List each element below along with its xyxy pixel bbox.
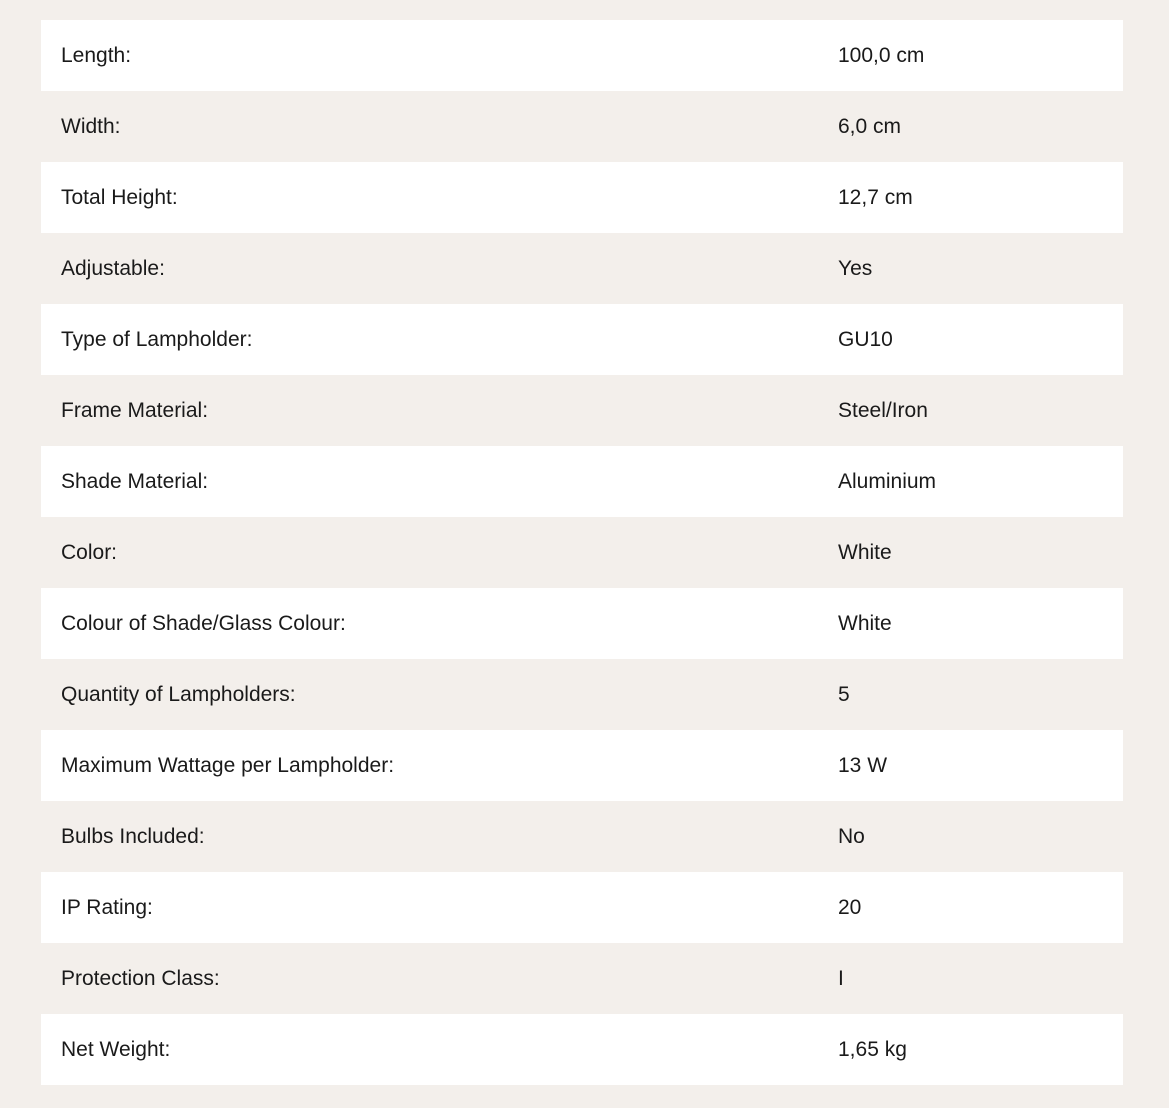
spec-value: Aluminium bbox=[838, 470, 937, 493]
spec-row-lampholder-quantity bbox=[41, 659, 1123, 730]
spec-value: 20 bbox=[838, 896, 862, 919]
spec-row-max-wattage bbox=[41, 730, 1123, 801]
spec-label: Width: bbox=[61, 115, 121, 138]
spec-row-net-weight bbox=[41, 1014, 1123, 1085]
spec-label: Quantity of Lampholders: bbox=[61, 683, 296, 706]
spec-label: Maximum Wattage per Lampholder: bbox=[61, 754, 395, 777]
spec-label: Protection Class: bbox=[61, 967, 220, 990]
spec-row-color bbox=[41, 517, 1123, 588]
spec-row-frame-material bbox=[41, 375, 1123, 446]
spec-table bbox=[41, 20, 1123, 1085]
spec-row-length bbox=[41, 20, 1123, 91]
spec-label: Colour of Shade/Glass Colour: bbox=[61, 612, 346, 635]
spec-value: 5 bbox=[838, 683, 850, 706]
spec-label: Frame Material: bbox=[61, 399, 209, 422]
spec-row-adjustable bbox=[41, 233, 1123, 304]
spec-row-shade-colour bbox=[41, 588, 1123, 659]
spec-value: I bbox=[838, 967, 844, 990]
spec-value: White bbox=[838, 612, 892, 635]
spec-label: Color: bbox=[61, 541, 118, 564]
spec-label: IP Rating: bbox=[61, 896, 153, 919]
spec-label: Total Height: bbox=[61, 186, 178, 209]
spec-value: 13 W bbox=[838, 754, 888, 777]
spec-value: GU10 bbox=[838, 328, 893, 351]
spec-value: 6,0 cm bbox=[838, 115, 902, 138]
spec-row-protection-class bbox=[41, 943, 1123, 1014]
spec-row-total-height bbox=[41, 162, 1123, 233]
spec-value: Steel/Iron bbox=[838, 399, 928, 422]
spec-label: Bulbs Included: bbox=[61, 825, 205, 848]
spec-row-ip-rating bbox=[41, 872, 1123, 943]
spec-value: White bbox=[838, 541, 892, 564]
spec-value: Yes bbox=[838, 257, 873, 280]
spec-row-width bbox=[41, 91, 1123, 162]
spec-row-shade-material bbox=[41, 446, 1123, 517]
spec-value: No bbox=[838, 825, 865, 848]
spec-value: 100,0 cm bbox=[838, 44, 925, 67]
spec-label: Shade Material: bbox=[61, 470, 209, 493]
spec-label: Net Weight: bbox=[61, 1038, 171, 1061]
spec-label: Type of Lampholder: bbox=[61, 328, 253, 351]
spec-value: 1,65 kg bbox=[838, 1038, 907, 1061]
spec-label: Adjustable: bbox=[61, 257, 165, 280]
spec-value: 12,7 cm bbox=[838, 186, 913, 209]
spec-row-lampholder-type bbox=[41, 304, 1123, 375]
spec-label: Length: bbox=[61, 44, 132, 67]
spec-row-bulbs-included bbox=[41, 801, 1123, 872]
